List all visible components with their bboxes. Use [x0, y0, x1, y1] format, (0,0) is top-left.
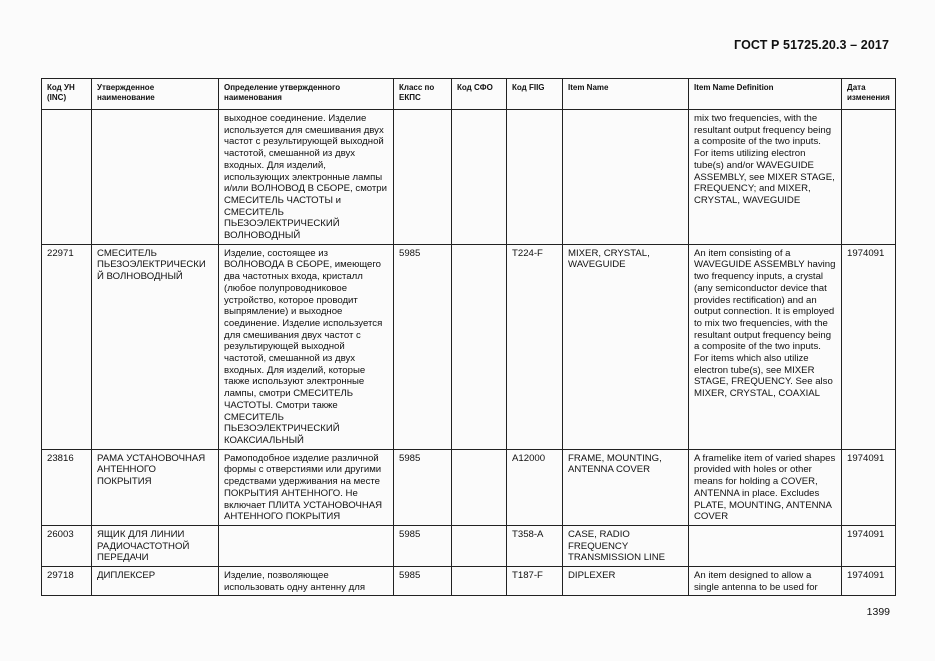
cell-item-definition: mix two frequencies, with the resultant output frequency being a composite of the two inputs. For items utilizing electron tube(s) and/or WAVEGUIDE ASSEMBLY, see MIXER STAGE, FREQUENCY; and MIXER, CRYSTAL, WAVEGUIDE [689, 110, 842, 245]
cell-sfo [452, 525, 507, 566]
cell-code: 29718 [42, 567, 92, 596]
nomenclature-table [41, 78, 896, 596]
cell-fiig: T187-F [507, 567, 563, 596]
cell-code: 22971 [42, 244, 92, 449]
cell-sfo [452, 567, 507, 596]
cell-fiig [507, 110, 563, 245]
cell-date: 1974091 [842, 244, 896, 449]
cell-date: 1974091 [842, 567, 896, 596]
cell-item-name: MIXER, CRYSTAL, WAVEGUIDE [563, 244, 689, 449]
column-header-class: Класс по ЕКПС [394, 79, 452, 110]
table-row [42, 110, 896, 245]
cell-item-name: FRAME, MOUNTING, ANTENNA COVER [563, 449, 689, 525]
table-header-row [42, 79, 896, 110]
cell-definition-ru: Рамоподобное изделие различной формы с отверстиями или другими средствами удерживания на месте ПОКРЫТИЯ АНТЕННОГО. Не включает ПЛИТА УСТАНОВОЧНАЯ АНТЕННОГО ПОКРЫТИЯ [219, 449, 394, 525]
cell-item-name: CASE, RADIO FREQUENCY TRANSMISSION LINE [563, 525, 689, 566]
cell-name-ru: ДИПЛЕКСЕР [92, 567, 219, 596]
table-row [42, 244, 896, 449]
cell-class [394, 110, 452, 245]
column-header-code: Код УН (INC) [42, 79, 92, 110]
cell-fiig: A12000 [507, 449, 563, 525]
cell-item-name: DIPLEXER [563, 567, 689, 596]
document-standard-header: ГОСТ Р 51725.20.3 – 2017 [734, 38, 889, 52]
cell-date [842, 110, 896, 245]
cell-date: 1974091 [842, 525, 896, 566]
table-row [42, 525, 896, 566]
cell-class: 5985 [394, 244, 452, 449]
cell-name-ru [92, 110, 219, 245]
cell-name-ru: СМЕСИТЕЛЬ ПЬЕЗОЭЛЕКТРИЧЕСКИ Й ВОЛНОВОДНЫЙ [92, 244, 219, 449]
cell-definition-ru: Изделие, позволяющее использовать одну антенну для [219, 567, 394, 596]
cell-definition-ru [219, 525, 394, 566]
column-header-name-ru: Утвержденное наименование [92, 79, 219, 110]
cell-item-definition: An item consisting of a WAVEGUIDE ASSEMBLY having two frequency inputs, a crystal (any semiconductor device that provides rectification) and an output connection. It is employed to mix two frequencies, with the resultant output frequency being a composite of the two inputs. For items which also utilize electron tube(s), see MIXER STAGE, FREQUENCY. See also MIXER, CRYSTAL, COAXIAL [689, 244, 842, 449]
cell-item-definition [689, 525, 842, 566]
cell-item-name [563, 110, 689, 245]
cell-code: 23816 [42, 449, 92, 525]
page-number: 1399 [866, 606, 890, 618]
cell-sfo [452, 110, 507, 245]
column-header-definition-ru: Определение утвержденного наименования [219, 79, 394, 110]
cell-sfo [452, 244, 507, 449]
cell-class: 5985 [394, 449, 452, 525]
column-header-item-definition: Item Name Definition [689, 79, 842, 110]
cell-definition-ru: Изделие, состоящее из ВОЛНОВОДА В СБОРЕ, имеющего два частотных входа, кристалл (любое полупроводниковое устройство, которое проводит выпрямление) и выходное соединение. Изделие используется для смешивания двух частот с результирующей выходной частотой, смешанной из двух входных. Для изделий, которые также используют электронные лампы, смотри СМЕСИТЕЛЬ ЧАСТОТЫ. Смотри также СМЕСИТЕЛЬ ПЬЕЗОЭЛЕКТРИЧЕСКИЙ КОАКСИАЛЬНЫЙ [219, 244, 394, 449]
cell-class: 5985 [394, 567, 452, 596]
cell-item-definition: A framelike item of varied shapes provided with holes or other means for holding a COVER, ANTENNA in place. Excludes PLATE, MOUNTING, ANTENNA COVER [689, 449, 842, 525]
cell-definition-ru: выходное соединение. Изделие используется для смешивания двух частот с результирующей выходной частотой, смешанной из двух входных. Для изделий, использующих электронные лампы и/или ВОЛНОВОД В СБОРЕ, смотри СМЕСИТЕЛЬ ЧАСТОТЫ и СМЕСИТЕЛЬ ПЬЕЗОЭЛЕКТРИЧЕСКИЙ ВОЛНОВОДНЫЙ [219, 110, 394, 245]
cell-code [42, 110, 92, 245]
cell-date: 1974091 [842, 449, 896, 525]
cell-code: 26003 [42, 525, 92, 566]
cell-fiig: T358-A [507, 525, 563, 566]
column-header-item-name: Item Name [563, 79, 689, 110]
column-header-fiig: Код FIIG [507, 79, 563, 110]
cell-fiig: T224-F [507, 244, 563, 449]
table-row [42, 567, 896, 596]
cell-sfo [452, 449, 507, 525]
cell-class: 5985 [394, 525, 452, 566]
cell-item-definition: An item designed to allow a single antenna to be used for [689, 567, 842, 596]
column-header-date: Дата изменения [842, 79, 896, 110]
column-header-sfo: Код СФО [452, 79, 507, 110]
table-row [42, 449, 896, 525]
cell-name-ru: РАМА УСТАНОВОЧНАЯ АНТЕННОГО ПОКРЫТИЯ [92, 449, 219, 525]
cell-name-ru: ЯЩИК ДЛЯ ЛИНИИ РАДИОЧАСТОТНОЙ ПЕРЕДАЧИ [92, 525, 219, 566]
